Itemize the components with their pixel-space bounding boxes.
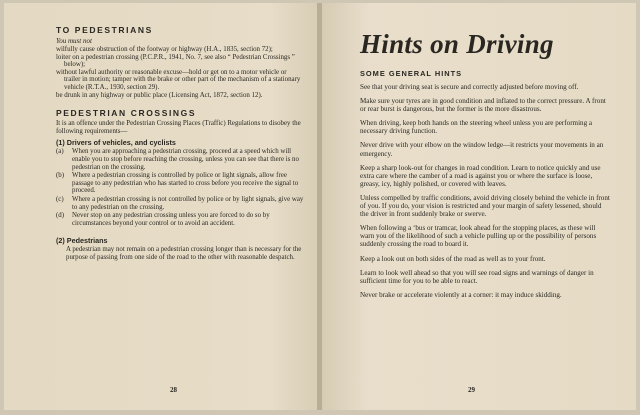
hint-paragraph: When following a ‘bus or tramcar, look ahead for the stopping places, as these will warn you of the likelihood of such a vehicle pulling up or the possibility of persons suddenly crossing the road to board it.: [360, 224, 597, 249]
hint-paragraph: Never brake or accelerate violently at a corner: it may induce skidding.: [360, 290, 562, 299]
hint-paragraph: See that your driving seat is secure and correctly adjusted before moving off.: [360, 83, 579, 91]
left-page: [4, 3, 318, 410]
left-page-content: [56, 25, 304, 261]
page-number-left: 28: [170, 386, 177, 394]
offence-item: loiter on a pedestrian crossing (P.C.P.R., 1941, No. 7, see also “ Pedestrian Crossings ” below);: [56, 53, 295, 69]
offence-item: without lawful authority or reasonable excuse—hold or get on to a motor vehicle or trailer in motion; tamper with the brake or other part of the mechanism of a stationary vehicle (R.T.A., 1930, section 29).: [56, 68, 301, 91]
hint-paragraph: Make sure your tyres are in good condition and inflated to the correct pressure. A front or rear burst is dangerous, but the former is the more disastrous.: [360, 97, 606, 114]
hint-paragraph: Never drive with your elbow on the window ledge—it restricts your movements in an emergency.: [360, 141, 604, 158]
section-subtitle: You must not: [56, 37, 92, 45]
rule-item: [56, 196, 304, 211]
offence-item: wilfully cause obstruction of the footway or highway (H.A., 1835, section 72);: [56, 46, 273, 53]
hint-paragraph: Learn to look well ahead so that you will see road signs and warnings of danger in sufficient time for you to be able to react.: [360, 268, 594, 285]
rule-item: [56, 212, 304, 227]
right-page: [322, 3, 636, 410]
section-heading-general-hints: SOME GENERAL HINTS: [360, 69, 463, 78]
subsection-heading-pedestrians: [56, 236, 304, 245]
page-number-right: 29: [468, 386, 475, 394]
subsection-title: Pedestrians: [66, 236, 108, 246]
rule-key: (a): [56, 148, 64, 156]
rule-item: [56, 148, 304, 171]
hint-paragraph: When driving, keep both hands on the steering wheel unless you are performing a necessary driving function.: [360, 119, 593, 136]
rule-text: When you are approaching a pedestrian crossing, proceed at a speed which will enable you to stop before reaching the crossing, unless you can see that there is no pedestrian on the crossing.: [72, 148, 299, 171]
page-title: Hints on Driving: [360, 29, 554, 59]
offence-item: be drunk in any highway or public place (Licensing Act, 1872, section 12).: [56, 91, 263, 99]
subsection-title: Drivers of vehicles, and cyclists: [66, 138, 176, 148]
rule-key: (c): [56, 195, 64, 203]
book-spread: [4, 3, 636, 410]
pedestrians-paragraph: A pedestrian may not remain on a pedestrian crossing longer than is necessary for the purpose of passing from one side of the road to the other with reasonable despatch.: [66, 246, 302, 261]
subsection-heading-drivers: [56, 138, 304, 147]
hint-paragraph: Unless compelled by traffic conditions, avoid driving closely behind the vehicle in front of you. If you do, your vision is restricted and your margin of safety lessened, should the driver in front suddenly brake or swerve.: [360, 193, 610, 219]
offence-list: [56, 46, 304, 99]
hint-paragraph: Keep a sharp look-out for changes in road condition. Learn to notice quickly and use extra care where the camber of a road is against you or where the surface is loose, greasy, icy, highly polished, or covered with leaves.: [360, 163, 601, 188]
rule-key: (d): [56, 212, 65, 220]
rule-key: (b): [56, 172, 65, 180]
section-title-pedestrian-crossings: PEDESTRIAN CROSSINGS: [56, 108, 197, 119]
right-page-content: [360, 29, 610, 305]
rule-list: [56, 148, 304, 227]
rule-text: Where a pedestrian crossing is controlled by police or light signals, allow free passage to any pedestrian who has started to cross before you receive the signal to proceed.: [72, 172, 299, 195]
rule-text: Where a pedestrian crossing is not controlled by police or by light signals, give way to any pedestrian on the crossing.: [72, 195, 304, 211]
hint-paragraph: Keep a look out on both sides of the road as well as to your front.: [360, 254, 546, 263]
subsection-key: (2): [56, 236, 65, 246]
section-title-to-pedestrians: TO PEDESTRIANS: [56, 25, 153, 35]
section-intro: It is an offence under the Pedestrian Crossing Places (Traffic) Regulations to disobey the following requirements—: [56, 120, 301, 135]
subsection-key: (1): [56, 138, 65, 148]
rule-text: Never stop on any pedestrian crossing unless you are forced to do so by circumstances beyond your control or to avoid an accident.: [72, 212, 270, 227]
rule-item: [56, 172, 304, 195]
